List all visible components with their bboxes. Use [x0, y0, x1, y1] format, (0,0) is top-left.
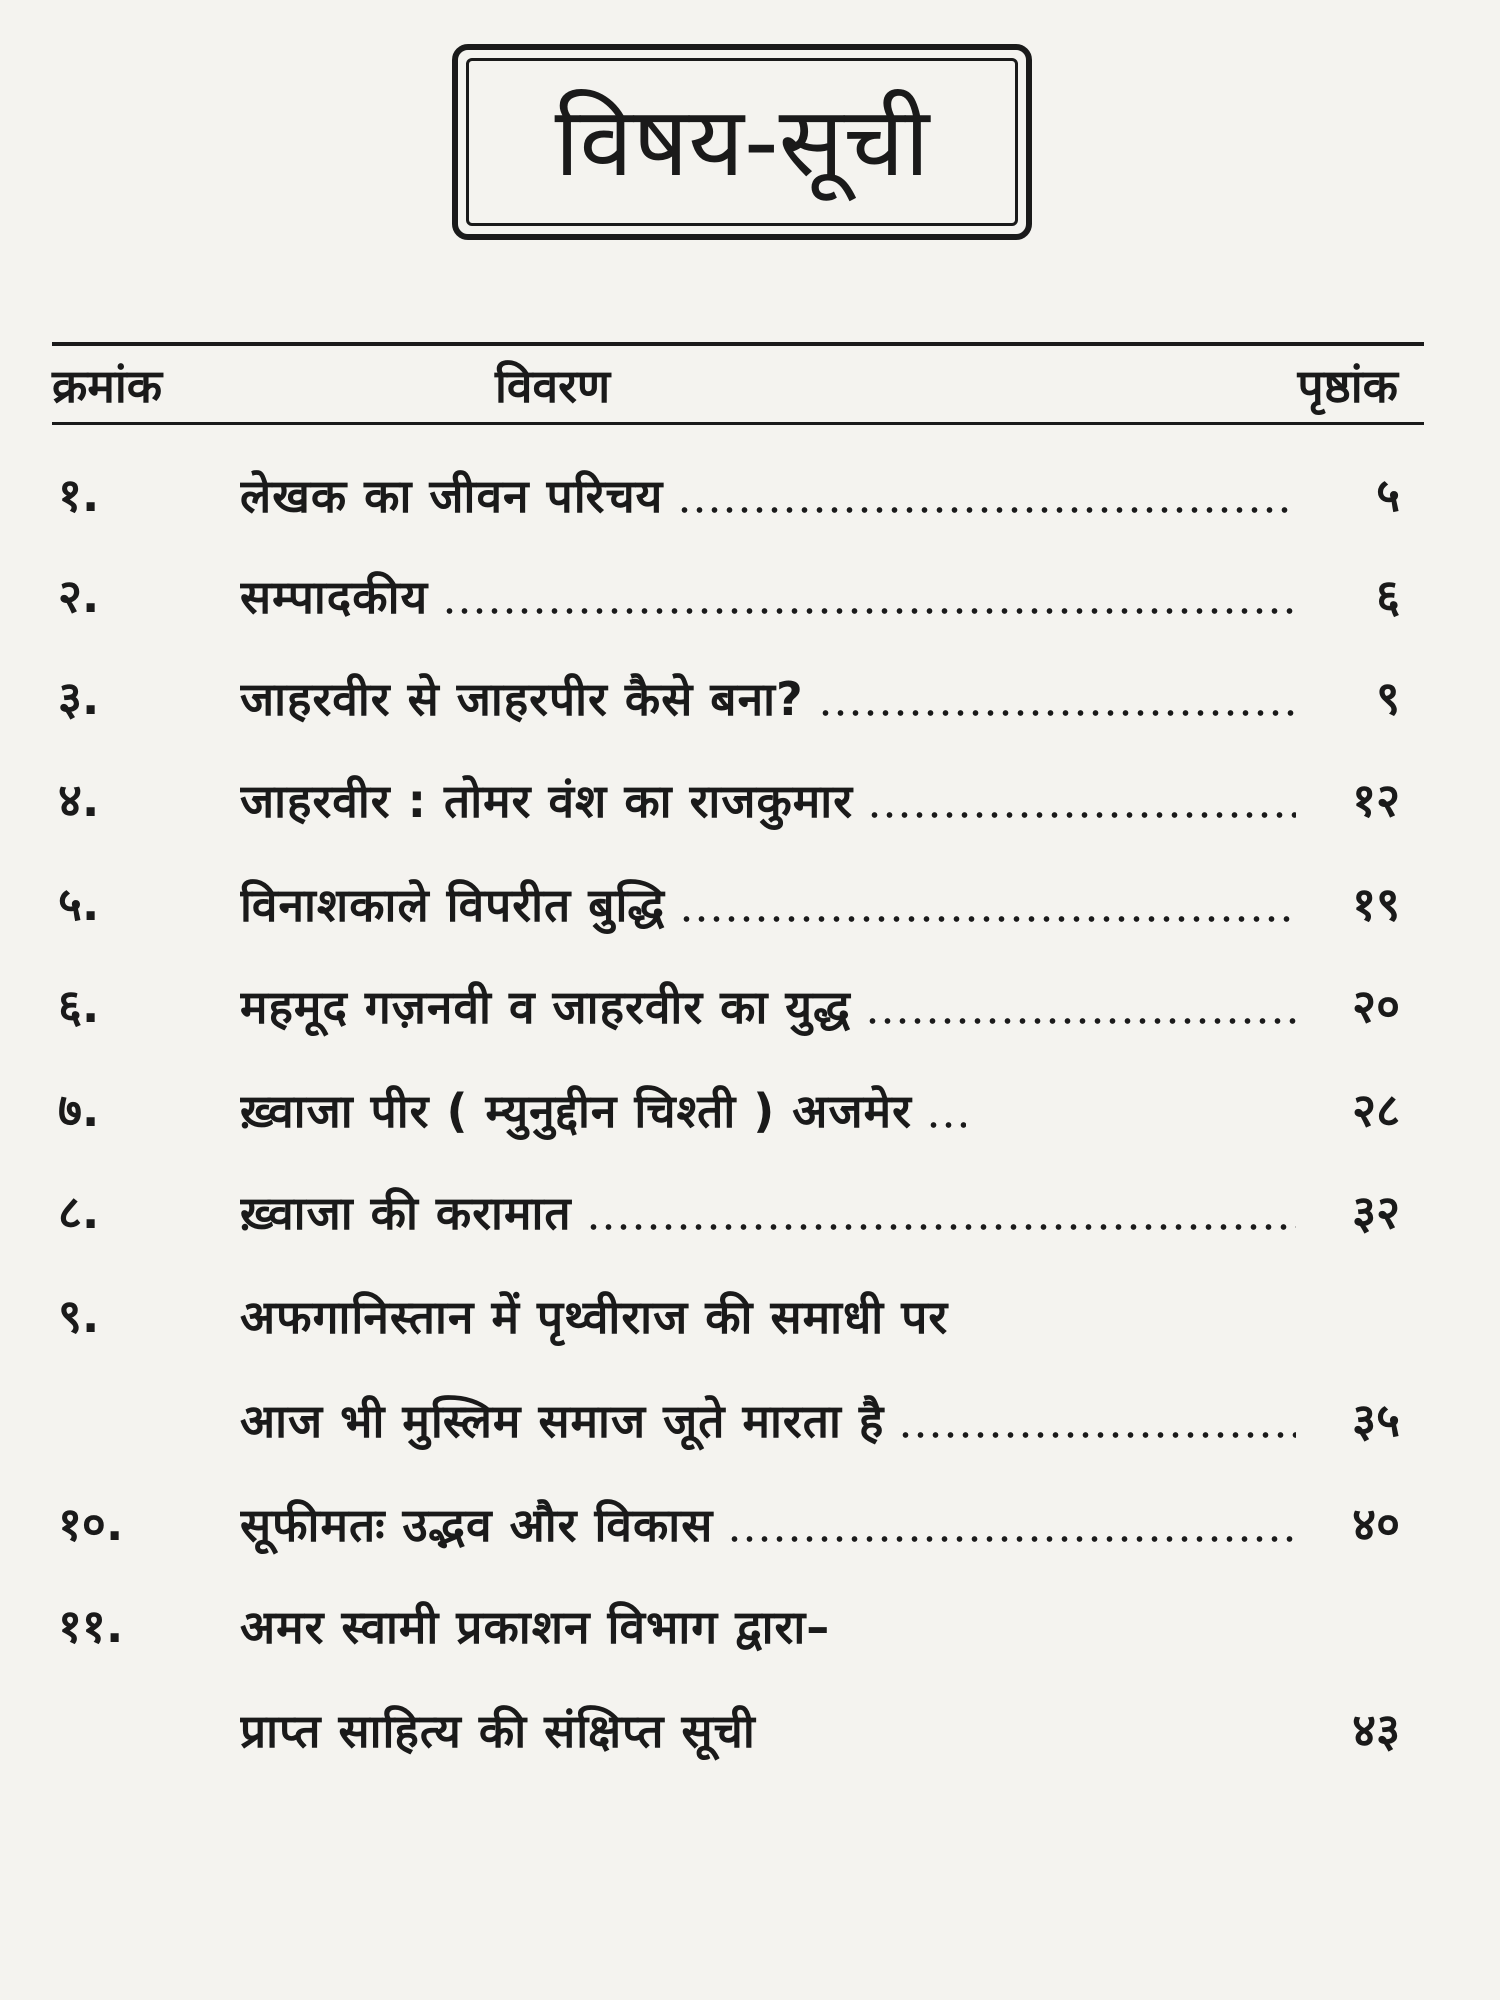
entry-title: जाहरवीर : तोमर वंश का राजकुमार [240, 774, 854, 828]
toc-row-11 [0, 1586, 1500, 1666]
toc-row-6 [0, 966, 1500, 1046]
entry-title: अमर स्वामी प्रकाशन विभाग द्वारा– [240, 1600, 831, 1654]
entry-page: १२ [1352, 773, 1400, 827]
title-inner-frame [466, 58, 1018, 226]
entry-number: २. [58, 569, 100, 623]
entry-title: सूफीमतः उद्भव और विकास [240, 1498, 714, 1552]
dot-leader [818, 708, 1296, 718]
header-serial: क्रमांक [52, 359, 163, 413]
dot-leader [727, 1534, 1296, 1544]
toc-row-10 [0, 1484, 1500, 1564]
entry-number: ९. [58, 1289, 100, 1343]
entry-title: विनाशकाले विपरीत बुद्धि [240, 878, 666, 932]
entry-number: ७. [58, 1083, 100, 1137]
entry-page: ५ [1376, 468, 1400, 522]
entry-page: ६ [1376, 569, 1400, 623]
toc-row-1 [0, 455, 1500, 535]
entry-number: ६. [58, 979, 100, 1033]
entry-title: ख़्वाजा पीर ( म्युनुद्दीन चिश्ती ) अजमेर [240, 1084, 912, 1138]
entry-title: जाहरवीर से जाहरपीर कैसे बना? [240, 672, 804, 726]
entry-page: ४० [1352, 1497, 1400, 1551]
toc-row-5 [0, 864, 1500, 944]
dot-leader [677, 505, 1296, 515]
entry-number: ४. [58, 773, 100, 827]
entry-title: महमूद गज़नवी व जाहरवीर का युद्ध [240, 980, 851, 1034]
entry-title: ख़्वाजा की करामात [240, 1186, 572, 1240]
entry-number: १. [58, 468, 100, 522]
header-page: पृष्ठांक [1297, 359, 1398, 413]
entry-title: सम्पादकीय [240, 570, 429, 624]
entry-number: ११. [58, 1599, 124, 1653]
dot-leader [898, 1430, 1296, 1440]
entry-number: १०. [58, 1497, 124, 1551]
entry-page: २८ [1352, 1083, 1400, 1137]
title-frame [452, 44, 1032, 240]
entry-number: ८. [58, 1185, 100, 1239]
header-top-rule [52, 342, 1424, 346]
entry-page: ३५ [1352, 1393, 1400, 1447]
entry-page: २० [1352, 979, 1400, 1033]
entry-page: ३२ [1352, 1185, 1400, 1239]
entry-title-continued: प्राप्त साहित्य की संक्षिप्त सूची [240, 1704, 756, 1758]
entry-number: ३. [58, 671, 100, 725]
entry-number: ५. [58, 877, 100, 931]
entry-title-continued: आज भी मुस्लिम समाज जूते मारता है [240, 1394, 885, 1448]
entry-page: ४३ [1352, 1703, 1400, 1757]
dot-leader [865, 1016, 1296, 1026]
entry-page: ९ [1376, 671, 1400, 725]
entry-title: लेखक का जीवन परिचय [240, 469, 664, 523]
header-description: विवरण [495, 359, 611, 413]
dot-leader [586, 1222, 1296, 1232]
dot-leader [926, 1120, 966, 1130]
toc-row-4 [0, 760, 1500, 840]
toc-row-9 [0, 1276, 1500, 1356]
toc-row-9-continued [0, 1380, 1500, 1460]
toc-row-8 [0, 1172, 1500, 1252]
dot-leader [442, 606, 1296, 616]
toc-row-7 [0, 1070, 1500, 1150]
dot-leader [679, 914, 1296, 924]
toc-row-3 [0, 658, 1500, 738]
entry-page: १९ [1352, 877, 1400, 931]
dot-leader [867, 810, 1296, 820]
toc-row-11-continued [0, 1690, 1500, 1770]
page-title: विषय-सूची [554, 86, 930, 198]
toc-row-2 [0, 556, 1500, 636]
header-bottom-rule [52, 422, 1424, 425]
entry-title: अफगानिस्तान में पृथ्वीराज की समाधी पर [240, 1290, 949, 1344]
